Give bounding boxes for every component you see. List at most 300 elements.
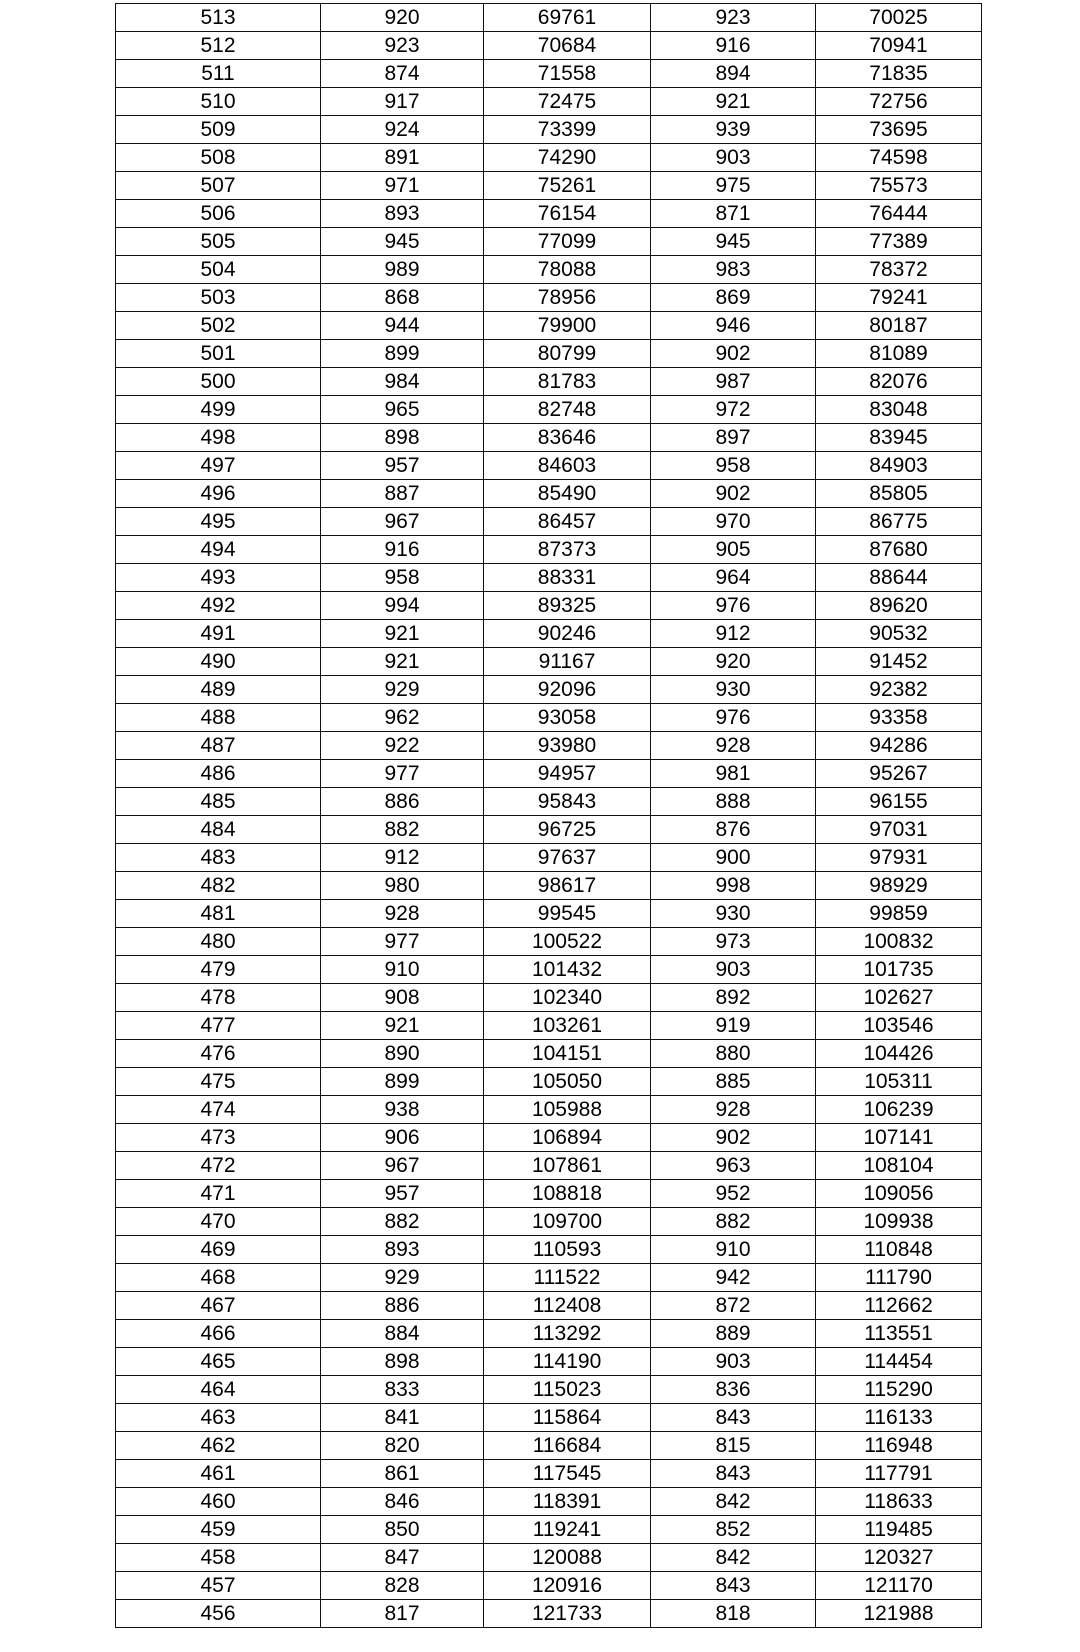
cell-score: 475 bbox=[116, 1068, 321, 1096]
table-row bbox=[116, 228, 982, 256]
cell-score: 482 bbox=[116, 872, 321, 900]
cell-count_a: 893 bbox=[321, 200, 484, 228]
cell-count_a: 984 bbox=[321, 368, 484, 396]
table-row bbox=[116, 1376, 982, 1404]
cell-count_b: 930 bbox=[651, 900, 816, 928]
table-row bbox=[116, 1460, 982, 1488]
cell-cumulative_b: 102627 bbox=[816, 984, 982, 1012]
cell-cumulative_a: 72475 bbox=[484, 88, 651, 116]
cell-count_b: 882 bbox=[651, 1208, 816, 1236]
cell-cumulative_a: 81783 bbox=[484, 368, 651, 396]
cell-count_b: 930 bbox=[651, 676, 816, 704]
cell-cumulative_b: 90532 bbox=[816, 620, 982, 648]
table-row bbox=[116, 144, 982, 172]
cell-cumulative_b: 111790 bbox=[816, 1264, 982, 1292]
cell-count_a: 850 bbox=[321, 1516, 484, 1544]
cell-score: 489 bbox=[116, 676, 321, 704]
cell-count_b: 880 bbox=[651, 1040, 816, 1068]
table-row bbox=[116, 1572, 982, 1600]
table-row bbox=[116, 928, 982, 956]
table-body bbox=[116, 4, 982, 1628]
cell-score: 464 bbox=[116, 1376, 321, 1404]
table-row bbox=[116, 1096, 982, 1124]
cell-cumulative_a: 79900 bbox=[484, 312, 651, 340]
cell-score: 497 bbox=[116, 452, 321, 480]
table-row bbox=[116, 1208, 982, 1236]
cell-score: 458 bbox=[116, 1544, 321, 1572]
table-row bbox=[116, 1236, 982, 1264]
cell-cumulative_a: 80799 bbox=[484, 340, 651, 368]
table-row bbox=[116, 732, 982, 760]
table-row bbox=[116, 200, 982, 228]
cell-count_b: 903 bbox=[651, 1348, 816, 1376]
cell-count_a: 886 bbox=[321, 788, 484, 816]
table-row bbox=[116, 396, 982, 424]
cell-cumulative_b: 95267 bbox=[816, 760, 982, 788]
cell-score: 498 bbox=[116, 424, 321, 452]
cell-score: 500 bbox=[116, 368, 321, 396]
table-row bbox=[116, 4, 982, 32]
table-row bbox=[116, 1152, 982, 1180]
table-row bbox=[116, 1180, 982, 1208]
cell-score: 487 bbox=[116, 732, 321, 760]
cell-cumulative_a: 71558 bbox=[484, 60, 651, 88]
cell-count_b: 973 bbox=[651, 928, 816, 956]
cell-count_a: 945 bbox=[321, 228, 484, 256]
cell-score: 456 bbox=[116, 1600, 321, 1628]
cell-score: 477 bbox=[116, 1012, 321, 1040]
cell-count_b: 902 bbox=[651, 480, 816, 508]
cell-count_b: 843 bbox=[651, 1572, 816, 1600]
cell-count_a: 899 bbox=[321, 1068, 484, 1096]
table-row bbox=[116, 1516, 982, 1544]
cell-cumulative_a: 78956 bbox=[484, 284, 651, 312]
cell-count_a: 980 bbox=[321, 872, 484, 900]
cell-cumulative_b: 110848 bbox=[816, 1236, 982, 1264]
cell-score: 462 bbox=[116, 1432, 321, 1460]
cell-cumulative_a: 105050 bbox=[484, 1068, 651, 1096]
cell-count_b: 871 bbox=[651, 200, 816, 228]
cell-cumulative_a: 108818 bbox=[484, 1180, 651, 1208]
cell-cumulative_b: 89620 bbox=[816, 592, 982, 620]
cell-score: 480 bbox=[116, 928, 321, 956]
cell-count_b: 876 bbox=[651, 816, 816, 844]
cell-cumulative_b: 72756 bbox=[816, 88, 982, 116]
cell-count_b: 869 bbox=[651, 284, 816, 312]
table-row bbox=[116, 620, 982, 648]
cell-cumulative_a: 88331 bbox=[484, 564, 651, 592]
cell-score: 508 bbox=[116, 144, 321, 172]
cell-cumulative_b: 117791 bbox=[816, 1460, 982, 1488]
table-row bbox=[116, 172, 982, 200]
cell-cumulative_b: 92382 bbox=[816, 676, 982, 704]
cell-cumulative_b: 107141 bbox=[816, 1124, 982, 1152]
cell-count_b: 815 bbox=[651, 1432, 816, 1460]
table-row bbox=[116, 32, 982, 60]
cell-cumulative_a: 73399 bbox=[484, 116, 651, 144]
cell-count_a: 910 bbox=[321, 956, 484, 984]
cell-score: 492 bbox=[116, 592, 321, 620]
cell-score: 504 bbox=[116, 256, 321, 284]
cell-score: 490 bbox=[116, 648, 321, 676]
cell-score: 503 bbox=[116, 284, 321, 312]
cell-count_a: 977 bbox=[321, 760, 484, 788]
cell-count_b: 928 bbox=[651, 732, 816, 760]
cell-cumulative_a: 78088 bbox=[484, 256, 651, 284]
table-row bbox=[116, 592, 982, 620]
cell-cumulative_b: 83945 bbox=[816, 424, 982, 452]
cell-cumulative_b: 106239 bbox=[816, 1096, 982, 1124]
table-row bbox=[116, 116, 982, 144]
cell-cumulative_b: 109938 bbox=[816, 1208, 982, 1236]
cell-cumulative_b: 100832 bbox=[816, 928, 982, 956]
cell-score: 505 bbox=[116, 228, 321, 256]
cell-score: 463 bbox=[116, 1404, 321, 1432]
cell-cumulative_a: 111522 bbox=[484, 1264, 651, 1292]
cell-score: 474 bbox=[116, 1096, 321, 1124]
cell-count_a: 971 bbox=[321, 172, 484, 200]
cell-count_b: 919 bbox=[651, 1012, 816, 1040]
cell-cumulative_a: 94957 bbox=[484, 760, 651, 788]
cell-cumulative_a: 99545 bbox=[484, 900, 651, 928]
table-row bbox=[116, 536, 982, 564]
cell-count_a: 912 bbox=[321, 844, 484, 872]
cell-count_a: 928 bbox=[321, 900, 484, 928]
cell-count_a: 882 bbox=[321, 1208, 484, 1236]
cell-cumulative_a: 118391 bbox=[484, 1488, 651, 1516]
table-row bbox=[116, 1348, 982, 1376]
cell-count_a: 920 bbox=[321, 4, 484, 32]
cell-score: 467 bbox=[116, 1292, 321, 1320]
cell-cumulative_b: 99859 bbox=[816, 900, 982, 928]
cell-count_a: 820 bbox=[321, 1432, 484, 1460]
cell-cumulative_b: 116133 bbox=[816, 1404, 982, 1432]
cell-count_a: 921 bbox=[321, 1012, 484, 1040]
cell-score: 465 bbox=[116, 1348, 321, 1376]
cell-cumulative_b: 70941 bbox=[816, 32, 982, 60]
cell-count_b: 889 bbox=[651, 1320, 816, 1348]
cell-count_b: 843 bbox=[651, 1460, 816, 1488]
table-row bbox=[116, 1264, 982, 1292]
cell-score: 485 bbox=[116, 788, 321, 816]
cell-score: 501 bbox=[116, 340, 321, 368]
cell-cumulative_a: 86457 bbox=[484, 508, 651, 536]
cell-cumulative_b: 86775 bbox=[816, 508, 982, 536]
table-row bbox=[116, 1404, 982, 1432]
cell-count_b: 905 bbox=[651, 536, 816, 564]
cell-cumulative_a: 83646 bbox=[484, 424, 651, 452]
cell-count_b: 842 bbox=[651, 1488, 816, 1516]
cell-cumulative_a: 95843 bbox=[484, 788, 651, 816]
cell-count_b: 885 bbox=[651, 1068, 816, 1096]
cell-count_b: 903 bbox=[651, 956, 816, 984]
cell-count_a: 886 bbox=[321, 1292, 484, 1320]
cell-cumulative_a: 93058 bbox=[484, 704, 651, 732]
cell-cumulative_b: 115290 bbox=[816, 1376, 982, 1404]
table-row bbox=[116, 1600, 982, 1628]
cell-score: 512 bbox=[116, 32, 321, 60]
table-row bbox=[116, 452, 982, 480]
cell-count_b: 920 bbox=[651, 648, 816, 676]
cell-score: 472 bbox=[116, 1152, 321, 1180]
cell-cumulative_a: 93980 bbox=[484, 732, 651, 760]
cell-cumulative_a: 119241 bbox=[484, 1516, 651, 1544]
cell-count_a: 898 bbox=[321, 1348, 484, 1376]
cell-score: 483 bbox=[116, 844, 321, 872]
table-row bbox=[116, 872, 982, 900]
cell-count_b: 916 bbox=[651, 32, 816, 60]
table-row bbox=[116, 368, 982, 396]
cell-cumulative_b: 104426 bbox=[816, 1040, 982, 1068]
table-row bbox=[116, 256, 982, 284]
cell-score: 493 bbox=[116, 564, 321, 592]
score-distribution-table bbox=[115, 3, 982, 1628]
cell-count_a: 847 bbox=[321, 1544, 484, 1572]
cell-cumulative_b: 113551 bbox=[816, 1320, 982, 1348]
table-row bbox=[116, 760, 982, 788]
cell-score: 471 bbox=[116, 1180, 321, 1208]
cell-count_b: 963 bbox=[651, 1152, 816, 1180]
cell-count_a: 917 bbox=[321, 88, 484, 116]
score-distribution-table-container bbox=[115, 3, 981, 1628]
cell-cumulative_a: 91167 bbox=[484, 648, 651, 676]
cell-count_b: 852 bbox=[651, 1516, 816, 1544]
cell-cumulative_a: 92096 bbox=[484, 676, 651, 704]
cell-count_b: 976 bbox=[651, 704, 816, 732]
cell-count_a: 923 bbox=[321, 32, 484, 60]
cell-count_a: 929 bbox=[321, 676, 484, 704]
cell-score: 488 bbox=[116, 704, 321, 732]
cell-count_b: 843 bbox=[651, 1404, 816, 1432]
cell-count_b: 998 bbox=[651, 872, 816, 900]
table-row bbox=[116, 648, 982, 676]
cell-score: 486 bbox=[116, 760, 321, 788]
cell-count_b: 842 bbox=[651, 1544, 816, 1572]
cell-cumulative_b: 81089 bbox=[816, 340, 982, 368]
cell-cumulative_b: 119485 bbox=[816, 1516, 982, 1544]
cell-count_a: 977 bbox=[321, 928, 484, 956]
cell-score: 473 bbox=[116, 1124, 321, 1152]
cell-cumulative_b: 112662 bbox=[816, 1292, 982, 1320]
cell-cumulative_b: 109056 bbox=[816, 1180, 982, 1208]
table-row bbox=[116, 60, 982, 88]
cell-cumulative_a: 105988 bbox=[484, 1096, 651, 1124]
cell-cumulative_b: 96155 bbox=[816, 788, 982, 816]
cell-count_b: 942 bbox=[651, 1264, 816, 1292]
cell-cumulative_b: 116948 bbox=[816, 1432, 982, 1460]
cell-score: 468 bbox=[116, 1264, 321, 1292]
cell-cumulative_b: 94286 bbox=[816, 732, 982, 760]
table-row bbox=[116, 1124, 982, 1152]
cell-cumulative_a: 115864 bbox=[484, 1404, 651, 1432]
cell-score: 459 bbox=[116, 1516, 321, 1544]
table-row bbox=[116, 424, 982, 452]
cell-cumulative_a: 110593 bbox=[484, 1236, 651, 1264]
cell-count_a: 967 bbox=[321, 1152, 484, 1180]
cell-cumulative_b: 73695 bbox=[816, 116, 982, 144]
cell-count_a: 916 bbox=[321, 536, 484, 564]
cell-count_a: 929 bbox=[321, 1264, 484, 1292]
cell-score: 469 bbox=[116, 1236, 321, 1264]
cell-count_b: 892 bbox=[651, 984, 816, 1012]
cell-count_b: 872 bbox=[651, 1292, 816, 1320]
cell-count_a: 921 bbox=[321, 620, 484, 648]
cell-count_b: 975 bbox=[651, 172, 816, 200]
cell-count_b: 897 bbox=[651, 424, 816, 452]
cell-count_a: 922 bbox=[321, 732, 484, 760]
cell-cumulative_b: 76444 bbox=[816, 200, 982, 228]
table-row bbox=[116, 480, 982, 508]
cell-score: 511 bbox=[116, 60, 321, 88]
cell-cumulative_a: 114190 bbox=[484, 1348, 651, 1376]
table-row bbox=[116, 816, 982, 844]
cell-cumulative_b: 85805 bbox=[816, 480, 982, 508]
cell-score: 496 bbox=[116, 480, 321, 508]
cell-cumulative_a: 96725 bbox=[484, 816, 651, 844]
cell-score: 494 bbox=[116, 536, 321, 564]
cell-count_a: 944 bbox=[321, 312, 484, 340]
cell-cumulative_b: 91452 bbox=[816, 648, 982, 676]
table-row bbox=[116, 1012, 982, 1040]
cell-count_a: 874 bbox=[321, 60, 484, 88]
cell-cumulative_b: 70025 bbox=[816, 4, 982, 32]
cell-cumulative_a: 103261 bbox=[484, 1012, 651, 1040]
cell-cumulative_a: 109700 bbox=[484, 1208, 651, 1236]
cell-cumulative_b: 98929 bbox=[816, 872, 982, 900]
cell-count_b: 921 bbox=[651, 88, 816, 116]
table-row bbox=[116, 1040, 982, 1068]
cell-score: 476 bbox=[116, 1040, 321, 1068]
cell-cumulative_b: 82076 bbox=[816, 368, 982, 396]
table-row bbox=[116, 956, 982, 984]
cell-cumulative_b: 84903 bbox=[816, 452, 982, 480]
cell-cumulative_a: 116684 bbox=[484, 1432, 651, 1460]
cell-score: 506 bbox=[116, 200, 321, 228]
cell-score: 507 bbox=[116, 172, 321, 200]
cell-cumulative_b: 79241 bbox=[816, 284, 982, 312]
cell-cumulative_a: 69761 bbox=[484, 4, 651, 32]
cell-count_a: 890 bbox=[321, 1040, 484, 1068]
cell-count_a: 884 bbox=[321, 1320, 484, 1348]
cell-count_a: 958 bbox=[321, 564, 484, 592]
cell-count_b: 939 bbox=[651, 116, 816, 144]
table-row bbox=[116, 1488, 982, 1516]
table-row bbox=[116, 1320, 982, 1348]
cell-cumulative_a: 120916 bbox=[484, 1572, 651, 1600]
cell-count_a: 887 bbox=[321, 480, 484, 508]
cell-count_b: 928 bbox=[651, 1096, 816, 1124]
table-row bbox=[116, 676, 982, 704]
cell-cumulative_b: 74598 bbox=[816, 144, 982, 172]
cell-score: 470 bbox=[116, 1208, 321, 1236]
cell-cumulative_a: 70684 bbox=[484, 32, 651, 60]
table-row bbox=[116, 984, 982, 1012]
cell-count_b: 818 bbox=[651, 1600, 816, 1628]
table-row bbox=[116, 900, 982, 928]
cell-score: 457 bbox=[116, 1572, 321, 1600]
cell-cumulative_a: 102340 bbox=[484, 984, 651, 1012]
cell-cumulative_a: 112408 bbox=[484, 1292, 651, 1320]
cell-count_a: 908 bbox=[321, 984, 484, 1012]
table-row bbox=[116, 340, 982, 368]
cell-cumulative_b: 101735 bbox=[816, 956, 982, 984]
cell-score: 499 bbox=[116, 396, 321, 424]
cell-count_a: 938 bbox=[321, 1096, 484, 1124]
cell-cumulative_a: 90246 bbox=[484, 620, 651, 648]
cell-cumulative_b: 93358 bbox=[816, 704, 982, 732]
cell-count_b: 900 bbox=[651, 844, 816, 872]
table-row bbox=[116, 1432, 982, 1460]
cell-cumulative_b: 83048 bbox=[816, 396, 982, 424]
cell-count_b: 945 bbox=[651, 228, 816, 256]
cell-count_a: 994 bbox=[321, 592, 484, 620]
cell-cumulative_b: 97931 bbox=[816, 844, 982, 872]
cell-cumulative_b: 97031 bbox=[816, 816, 982, 844]
cell-count_b: 976 bbox=[651, 592, 816, 620]
cell-cumulative_b: 108104 bbox=[816, 1152, 982, 1180]
cell-count_a: 841 bbox=[321, 1404, 484, 1432]
cell-score: 513 bbox=[116, 4, 321, 32]
cell-score: 495 bbox=[116, 508, 321, 536]
cell-cumulative_a: 113292 bbox=[484, 1320, 651, 1348]
cell-cumulative_b: 87680 bbox=[816, 536, 982, 564]
table-row bbox=[116, 88, 982, 116]
cell-cumulative_a: 84603 bbox=[484, 452, 651, 480]
table-row bbox=[116, 788, 982, 816]
cell-count_b: 970 bbox=[651, 508, 816, 536]
cell-count_a: 882 bbox=[321, 816, 484, 844]
cell-cumulative_a: 106894 bbox=[484, 1124, 651, 1152]
cell-count_a: 921 bbox=[321, 648, 484, 676]
cell-cumulative_a: 100522 bbox=[484, 928, 651, 956]
cell-cumulative_a: 120088 bbox=[484, 1544, 651, 1572]
cell-count_b: 912 bbox=[651, 620, 816, 648]
cell-cumulative_b: 118633 bbox=[816, 1488, 982, 1516]
table-row bbox=[116, 1292, 982, 1320]
cell-cumulative_b: 121988 bbox=[816, 1600, 982, 1628]
cell-count_b: 972 bbox=[651, 396, 816, 424]
cell-cumulative_a: 117545 bbox=[484, 1460, 651, 1488]
cell-count_a: 989 bbox=[321, 256, 484, 284]
cell-count_b: 983 bbox=[651, 256, 816, 284]
cell-score: 491 bbox=[116, 620, 321, 648]
cell-cumulative_b: 114454 bbox=[816, 1348, 982, 1376]
cell-count_b: 923 bbox=[651, 4, 816, 32]
cell-cumulative_a: 121733 bbox=[484, 1600, 651, 1628]
cell-cumulative_a: 75261 bbox=[484, 172, 651, 200]
cell-count_b: 902 bbox=[651, 1124, 816, 1152]
cell-cumulative_a: 104151 bbox=[484, 1040, 651, 1068]
cell-count_a: 967 bbox=[321, 508, 484, 536]
cell-cumulative_b: 75573 bbox=[816, 172, 982, 200]
cell-count_a: 828 bbox=[321, 1572, 484, 1600]
cell-count_a: 893 bbox=[321, 1236, 484, 1264]
cell-score: 479 bbox=[116, 956, 321, 984]
cell-cumulative_b: 71835 bbox=[816, 60, 982, 88]
cell-count_b: 903 bbox=[651, 144, 816, 172]
cell-score: 481 bbox=[116, 900, 321, 928]
cell-count_b: 946 bbox=[651, 312, 816, 340]
cell-cumulative_b: 88644 bbox=[816, 564, 982, 592]
cell-count_b: 888 bbox=[651, 788, 816, 816]
cell-cumulative_a: 89325 bbox=[484, 592, 651, 620]
cell-cumulative_b: 120327 bbox=[816, 1544, 982, 1572]
cell-cumulative_a: 77099 bbox=[484, 228, 651, 256]
cell-count_b: 952 bbox=[651, 1180, 816, 1208]
cell-cumulative_a: 74290 bbox=[484, 144, 651, 172]
cell-count_a: 861 bbox=[321, 1460, 484, 1488]
cell-count_a: 899 bbox=[321, 340, 484, 368]
